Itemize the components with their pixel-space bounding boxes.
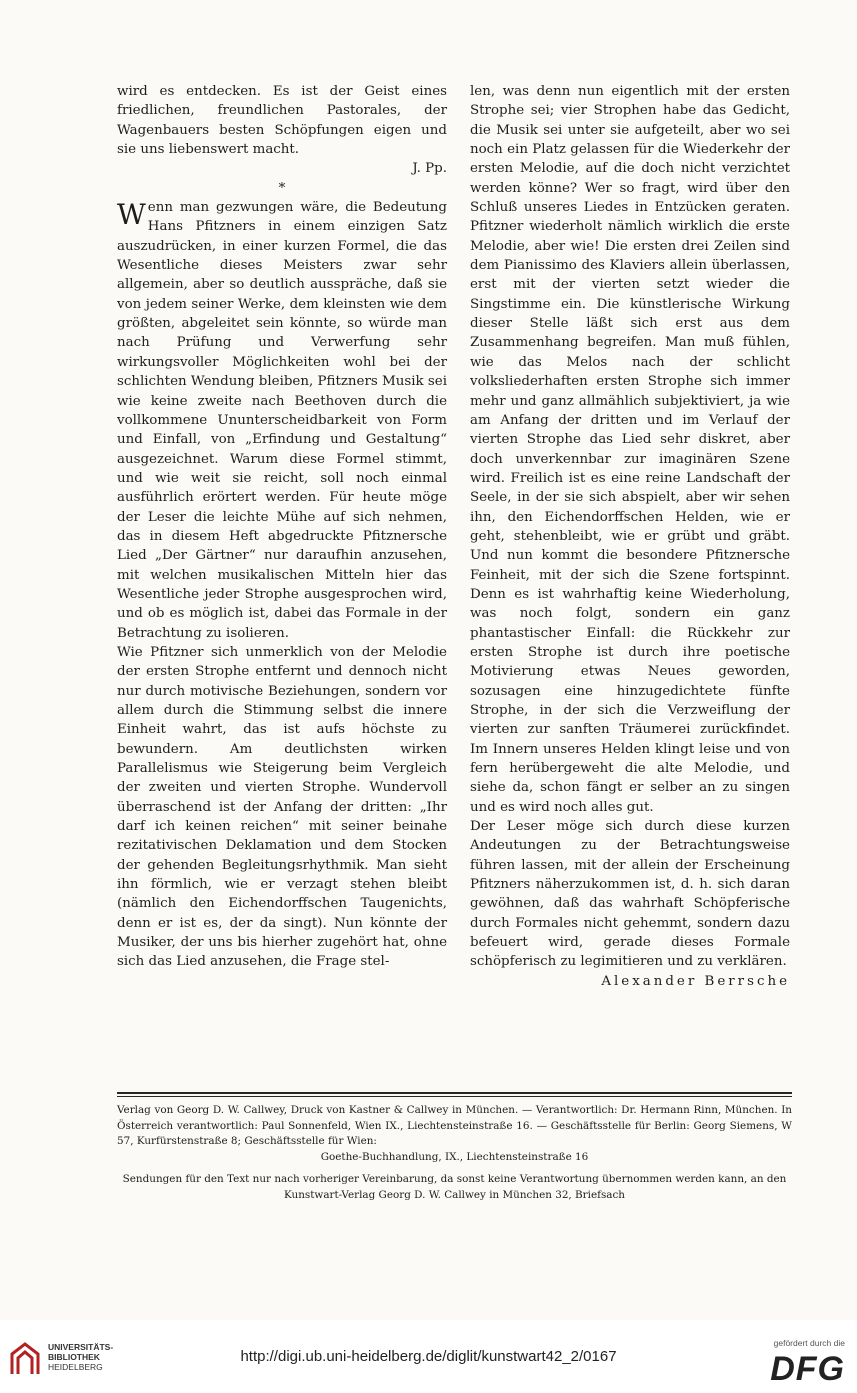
- signature-initials: J. Pp.: [412, 161, 447, 177]
- left-paragraph-1: wird es entdecken. Es ist der Geist eines friedlichen, freundlichen Pastorales, der Wagenbauers besten Schöpfungen eigen und sie uns liebenswert macht.: [117, 84, 447, 158]
- footer-rule-thick: [117, 1092, 792, 1094]
- colophon: [117, 1103, 792, 1165]
- left-paragraph-3: Wie Pfitzner sich unmerklich von der Melodie der ersten Strophe entfernt und dennoch nicht nur durch motivische Beziehungen, sondern vor allem durch die Stimmung selbst die innere Einheit wahrt, das ist aufs höchste zu bewundern. Am deutlichsten wirken Parallelismus wie Steigerung beim Vergleich der zweiten und vierten Strophe. Wundervoll überraschend ist der Anfang der dritten: „Ihr darf ich keinen reichen“ mit seiner beinahe rezitativischen Deklamation und dem Stocken der gehenden Begleitungsrhythmik. Man sieht ihn förmlich, wie er verzagt stehen bleibt (nämlich den Eichendorffschen Taugenichts, denn er ist es, der da singt). Nun könnte der Musiker, der uns bis hierher zugehört hat, ohne sich das Lied anzusehen, die Frage stel-: [117, 644, 447, 970]
- library-name-line-2: BIBLIOTHEK: [48, 1352, 100, 1362]
- drop-cap: W: [117, 198, 146, 232]
- footer-rule-thin: [117, 1096, 792, 1097]
- dfg-logo: DFG: [770, 1350, 845, 1388]
- right-paragraph-2: Der Leser möge sich durch diese kurzen Andeutungen zu der Betrachtungsweise führen lassen, mit der allein der Erscheinung Pfitzners näherzukommen ist, d. h. sich daran gewöhnen, daß das wahrhaft Schöpferische durch Formales nicht gehemmt, sondern dazu befeuert wird, gerade dieses Formale schöpferisch zu legimitieren und zu verklären.: [470, 819, 790, 970]
- left-paragraph-2-text: enn man gezwungen wäre, die Bedeutung Hans Pfitzners in einem einzigen Satz auszudrücken, in einer kurzen Formel, die das Wesentliche dieses Meisters zwar sehr allgemein, aber so deutlich ausspräche, daß sie von jedem seiner Werke, dem kleinsten wie dem größten, abgeleitet sein könnte, so würde man nach Prüfung und Verwerfung sehr wirkungsvoller Möglichkeiten wohl bei der schlichten Wendung bleiben, Pfitzners Musik sei wie keine zweite nach Beethoven durch die vollkommene Ununterscheidbarkeit von Form und Einfall, von „Erfindung und Gestaltung“ ausgezeichnet. Warum diese Formel stimmt, und wie weit sie reicht, soll noch einmal ausführlich erörtert werden. Für heute möge der Leser die leichte Mühe auf sich nehmen, das in diesem Heft abgedruckte Pfitznersche Lied „Der Gärtner“ nur daraufhin anzusehen, mit welchen musikalischen Mitteln hier das Wesentliche jeder Strophe ausgesprochen wird, und ob es möglich ist, dabei das Formale in der Betrachtung zu isolieren.: [117, 200, 447, 641]
- colophon-line-1: Verlag von Georg D. W. Callwey, Druck von Kastner & Callwey in München. — Verantwortlich: Dr. Hermann Rinn, München. In Österreich verantwortlich: Paul Sonnenfeld, Wien IX., Liechtensteinstraße 16. — Geschäftsstelle für Berlin: Georg Siemens, W 57, Kurfürstenstraße 8; Geschäftsstelle für Wien:: [117, 1104, 792, 1148]
- colophon-line-2: Goethe-Buchhandlung, IX., Liechtensteinstraße 16: [320, 1150, 589, 1163]
- submission-notice-text: Sendungen für den Text nur nach vorheriger Vereinbarung, da sonst keine Verantwortung übernommen werden kann, an den Kunstwart-Verlag Georg D. W. Callwey in München 32, Briefsach: [122, 1173, 787, 1201]
- funded-by-label: gefördert durch die: [773, 1338, 845, 1348]
- right-paragraph-1: len, was denn nun eigentlich mit der ersten Strophe sei; vier Strophen habe das Gedicht, die Musik sei unter sie aufgeteilt, aber wo sei noch ein Platz gelassen für die Wiederkehr der ersten Melodie, auf die doch nicht verzichtet werden könne? Wer so fragt, wird über den Schluß unseres Liedes in Entzücken geraten. Pfitzner wiederholt nämlich wirklich die erste Melodie, aber wie! Die ersten drei Zeilen sind dem Pianissimo des Klaviers allein überlassen, erst mit der vierten setzt wieder die Singstimme ein. Die künstlerische Wirkung dieser Stelle läßt sich erst aus dem Zusammenhang begreifen. Man muß fühlen, wie das Melos nach der schlicht volksliederhaften ersten Strophe sich immer mehr und ganz allmählich subjektiviert, ja wie am Anfang der dritten und im Verlauf der vierten Strophe das Lied sehr diskret, aber doch unverkennbar zur imaginären Szene wird. Freilich ist es eine reine Landschaft der Seele, in der sie sich abspielt, aber wir sehen ihn, den Eichendorffschen Helden, wie er geht, stehenbleibt, wie er grübt und gräbt. Und nun kommt die besondere Pfitznersche Feinheit, mit der sich die Szene fortspinnt. Denn es ist wahrhaftig keine Wiederholung, was noch folgt, sondern ein ganz phantastischer Einfall: die Rückkehr zur ersten Strophe ist durch ihre poetische Motivierung etwas Neues geworden, sozusagen eine hinzugedichtete fünfte Strophe, in der sich die Verzweiflung der vierten zur sanften Träumerei zurückfindet. Im Innern unseres Helden klingt leise und von fern herübergeweht die alte Melodie, und siehe da, schon fängt er selber an zu singen und es wird noch alles gut.: [470, 84, 790, 815]
- right-column: [470, 82, 790, 991]
- library-name-line-1: UNIVERSITÄTS-: [48, 1342, 114, 1352]
- viewer-footer: [0, 1320, 857, 1393]
- left-paragraph-2: [117, 198, 447, 643]
- author-signature: Alexander Berrsche: [601, 973, 790, 989]
- section-separator: *: [278, 180, 286, 196]
- left-column: [117, 82, 447, 972]
- library-name-line-3: HEIDELBERG: [48, 1362, 103, 1372]
- submission-notice: [117, 1172, 792, 1203]
- page-url-link[interactable]: http://digi.ub.uni-heidelberg.de/diglit/kunstwart42_2/0167: [240, 1348, 617, 1365]
